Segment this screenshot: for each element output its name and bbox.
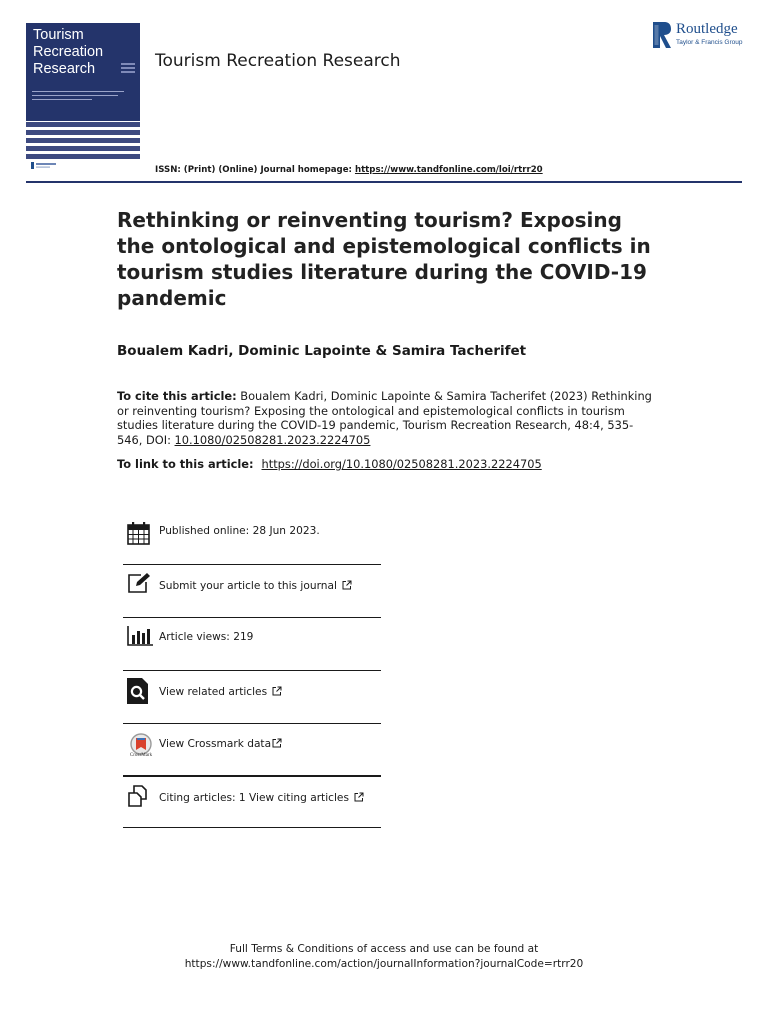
related-articles-link[interactable] [159, 686, 282, 698]
row-divider [123, 564, 381, 565]
bar-chart-icon [127, 626, 153, 646]
journal-cover-thumbnail [26, 23, 140, 150]
cover-detail-marks [121, 63, 135, 77]
row-divider [123, 775, 381, 777]
small-publisher-logo-icon [31, 161, 59, 170]
edit-icon [127, 572, 151, 594]
cover-band [26, 23, 140, 85]
crossmark-icon [127, 733, 155, 755]
issn-text: ISSN: (Print) (Online) Journal homepage: [155, 165, 355, 175]
published-text: Published online: 28 Jun 2023. [159, 525, 320, 537]
publisher-group: Taylor & Francis Group [676, 39, 743, 46]
publisher-name: Routledge [676, 21, 738, 37]
header-rule [26, 181, 742, 183]
crossmark-row[interactable] [123, 731, 381, 761]
cover-subband [26, 85, 140, 121]
row-divider [123, 617, 381, 618]
views-row [123, 624, 381, 650]
article-link-line [117, 457, 542, 471]
footer-terms-url[interactable]: https://www.tandfonline.com/action/journalInformation?journalCode=rtrr20 [184, 958, 584, 970]
related-text: View related articles [159, 686, 268, 698]
citing-articles-icon [128, 785, 152, 807]
routledge-logo-icon [653, 22, 672, 48]
external-link-icon [354, 792, 364, 802]
footer [0, 942, 768, 972]
journal-title: Tourism Recreation Research [155, 51, 401, 71]
external-link-icon [272, 738, 282, 748]
external-link-icon [272, 686, 282, 696]
issn-line [155, 165, 543, 175]
citing-articles-link[interactable] [159, 792, 364, 804]
citing-text: Citing articles: 1 View citing articles [159, 792, 349, 804]
cover-title: Tourism Recreation Research [33, 27, 104, 77]
article-authors: Boualem Kadri, Dominic Lapointe & Samira Tacherifet [117, 343, 527, 359]
submit-article-link[interactable] [159, 580, 352, 592]
external-link-icon [342, 580, 352, 590]
article-title: Rethinking or reinventing tourism? Exposing the ontological and epistemological conflicts in tourism studies literature during the COVID-19 pandemic [117, 208, 651, 310]
cite-label: To cite this article: [117, 389, 237, 403]
calendar-icon [127, 521, 150, 545]
article-views-text: Article views: 219 [159, 631, 254, 643]
citation-block [117, 389, 657, 447]
crossmark-text: View Crossmark data [159, 738, 272, 750]
row-divider [123, 827, 381, 828]
row-divider [123, 723, 381, 724]
footer-terms-text: Full Terms & Conditions of access and use can be found at [229, 943, 539, 955]
cite-text: Boualem Kadri, Dominic Lapointe & Samira Tacherifet (2023) Rethinking or reinventing tourism? Exposing the ontological and epistemological conflicts in tourism studies literature during the COVID-19 pandemic, Tourism Recreation Research, 48:4, 535-546, DOI: [117, 389, 652, 447]
related-articles-icon [127, 678, 149, 704]
submit-text: Submit your article to this journal [159, 580, 337, 592]
published-row [123, 520, 381, 546]
journal-homepage-link[interactable]: https://www.tandfonline.com/loi/rtrr20 [354, 165, 543, 175]
row-divider [123, 670, 381, 671]
link-label: To link to this article: [117, 457, 258, 471]
cover-stripes [26, 122, 140, 162]
submit-row[interactable] [123, 572, 381, 598]
crossmark-label: CrossMark [129, 753, 153, 758]
citing-row[interactable] [123, 784, 381, 812]
crossmark-link[interactable] [159, 738, 282, 750]
article-doi-link[interactable]: https://doi.org/10.1080/02508281.2023.2224705 [261, 457, 542, 471]
crossmark-badge [127, 733, 155, 761]
related-row[interactable] [123, 677, 381, 707]
cite-doi-link[interactable]: 10.1080/02508281.2023.2224705 [174, 432, 371, 447]
